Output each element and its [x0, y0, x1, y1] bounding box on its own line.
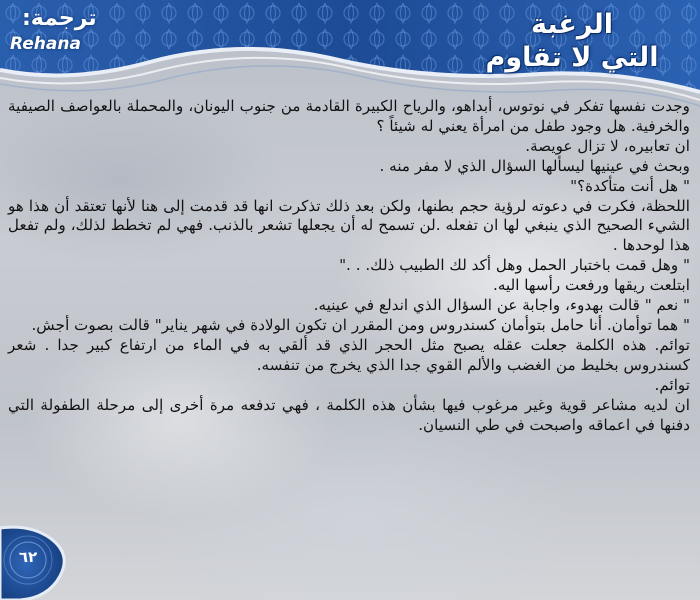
book-title-line2: التي لا تقاوم	[485, 42, 659, 73]
story-text	[8, 97, 690, 435]
paragraph: وجدت نفسها تفكر في نوتوس، أبداهو، والرياح الكبيرة القادمة من جنوب اليونان، والمحملة بالعواصف الصيفية والخرفية. هل وجود طفل من امرأة يعني له شيئاً ؟	[8, 97, 690, 135]
paragraph: " هما توأمان. أنا حامل بتوأمان كسندروس ومن المقرر ان تكون الولادة في شهر يناير" قالت بصوت أجش.	[31, 315, 690, 334]
paragraph: اللحظة، فكرت في دعوته لرؤية حجم بطنها، ولكن بعد ذلك تذكرت انها قد قدمت إلى هنا لأنها تعتقد أن هذا هو الشيء الصحيح الذي ينبغي لها ان تفعله .لن تسمح له أن يجعلها تشعر بالذنب. فهي لم تخطط لذلك، ولم تفعل هذا لوحدها .	[8, 196, 690, 255]
paragraph: توائم.	[654, 375, 690, 394]
paragraph: " وهل قمت باختبار الحمل وهل أكد لك الطبيب ذلك. . ."	[339, 256, 690, 275]
page-number: ٦٢	[18, 548, 38, 566]
paragraph: ان لديه مشاعر قوية وغير مرغوب فيها بشأن هذه الكلمة ، فهي تدفعه مرة أخرى إلى مرحلة الطفولة التي دفنها في اعماقه واصبحت في طي النسيان.	[8, 395, 690, 434]
paragraph: " نعم " قالت بهدوء، واجابة عن السؤال الذي اندلع في عينيه.	[313, 296, 690, 315]
paragraph: ان تعابيره، لا تزال عويصة.	[525, 136, 690, 155]
translation-label: ترجمة:	[22, 6, 97, 31]
paragraph: ابتلعت ريقها ورفعت رأسها اليه.	[493, 276, 690, 295]
book-title-line1: الرغبة	[530, 9, 614, 40]
book-title	[472, 8, 672, 74]
paragraph: توائم. هذه الكلمة جعلت عقله يصبح مثل الحجر الذي قد ألقي به في الماء من ارتفاع كبير جدا . شعر كسندروس بخليط من الغضب والألم القوي جدا الذي يخرج من تنفسه.	[8, 335, 690, 374]
paragraph: وبحث في عينيها ليسألها السؤال الذي لا مفر منه .	[379, 156, 690, 175]
paragraph: " هل أنت متأكدة؟"	[570, 176, 690, 195]
header-band	[0, 0, 700, 110]
translator-name: Rehana	[10, 34, 81, 54]
